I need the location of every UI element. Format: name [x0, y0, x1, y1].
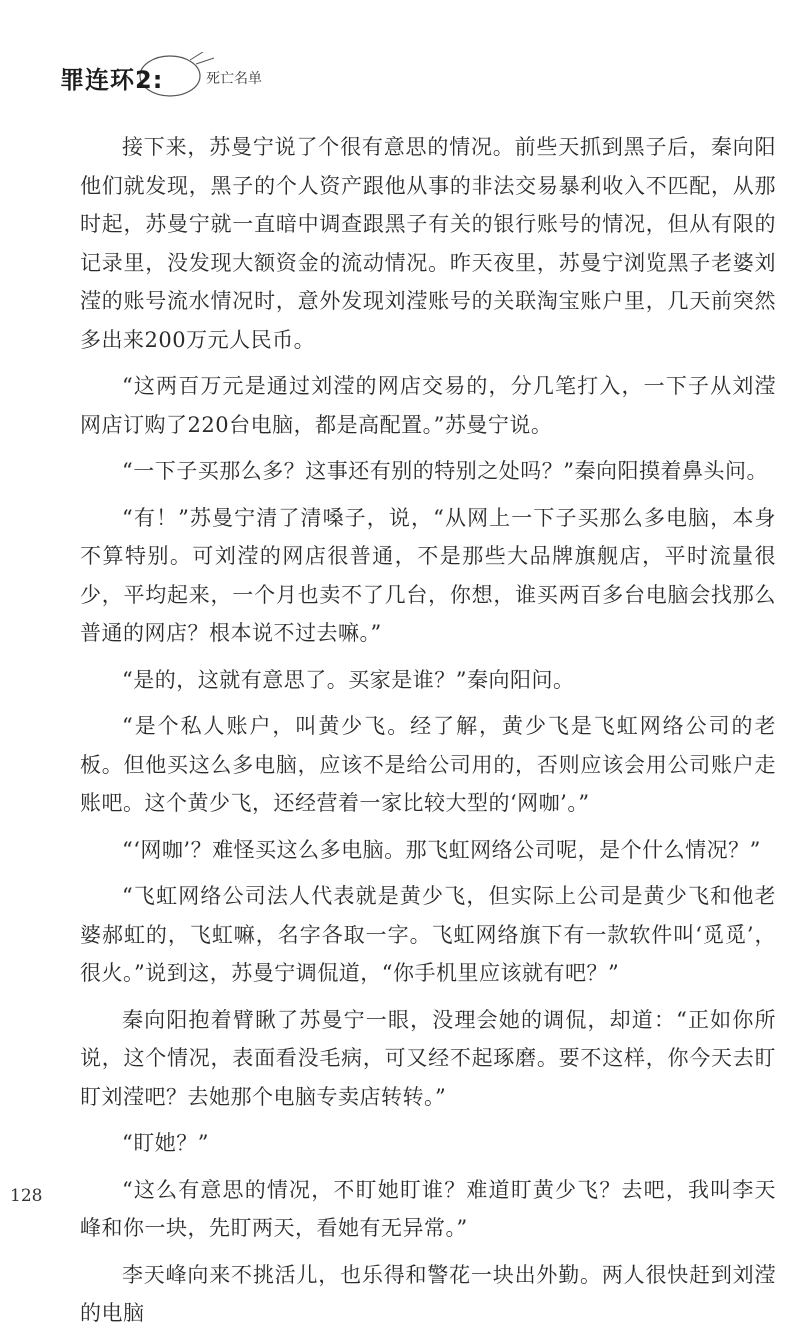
series-title: 罪连环2:	[60, 66, 164, 94]
paragraph: “这两百万元是通过刘滢的网店交易的，分几笔打入，一下子从刘滢网店订购了220台电脑，都是高配置。”苏曼宁说。	[80, 374, 776, 437]
paragraph: 接下来，苏曼宁说了个很有意思的情况。前些天抓到黑子后，秦向阳他们就发现，黑子的个人资产跟他从事的非法交易暴利收入不匹配，从那时起，苏曼宁就一直暗中调查跟黑子有关的银行账号的情况，但从有限的记录里，没发现大额资金的流动情况。昨天夜里，苏曼宁浏览黑子老婆刘滢的账号流水情况时，意外发现刘滢账号的关联淘宝账户里，几天前突然多出来200万元人民币。	[80, 135, 776, 352]
book-subtitle: 死亡名单	[206, 71, 262, 87]
paragraph: “一下子买那么多？这事还有别的特别之处吗？”秦向阳摸着鼻头问。	[122, 459, 768, 483]
page-body	[80, 128, 776, 1341]
paragraph: “是个私人账户，叫黄少飞。经了解，黄少飞是飞虹网络公司的老板。但他买这么多电脑，应该不是给公司用的，否则应该会用公司账户走账吧。这个黄少飞，还经营着一家比较大型的‘网咖’。”	[80, 714, 776, 815]
running-header	[58, 52, 278, 102]
paragraph: “有！”苏曼宁清了清嗓子，说，“从网上一下子买那么多电脑，本身不算特别。可刘滢的网店很普通，不是那些大品牌旗舰店，平时流量很少，平均起来，一个月也卖不了几台，你想，谁买两百多台电脑会找那么普通的网店？根本说不过去嘛。”	[80, 505, 776, 645]
paragraph: “‘网咖’？难怪买这么多电脑。那飞虹网络公司呢，是个什么情况？”	[122, 837, 761, 862]
paragraph: “这么有意思的情况，不盯她盯谁？难道盯黄少飞？去吧，我叫李天峰和你一块，先盯两天，看她有无异常。”	[80, 1177, 776, 1240]
paragraph: “是的，这就有意思了。买家是谁？”秦向阳问。	[122, 667, 575, 692]
paragraph: 李天峰向来不挑活儿，也乐得和警花一块出外勤。两人很快赶到刘滢的电脑	[80, 1262, 776, 1325]
page-number: 128	[10, 1186, 43, 1206]
paragraph: 秦向阳抱着臂瞅了苏曼宁一眼，没理会她的调侃，却道：“正如你所说，这个情况，表面看没毛病，可又经不起琢磨。要不这样，你今天去盯盯刘滢吧？去她那个电脑专卖店转转。”	[80, 1007, 776, 1109]
paragraph: “飞虹网络公司法人代表就是黄少飞，但实际上公司是黄少飞和他老婆郝虹的，飞虹嘛，名字各取一字。飞虹网络旗下有一款软件叫‘觅觅’，很火。”说到这，苏曼宁调侃道，“你手机里应该就有吧？”	[80, 884, 776, 985]
paragraph: “盯她？”	[122, 1131, 209, 1155]
